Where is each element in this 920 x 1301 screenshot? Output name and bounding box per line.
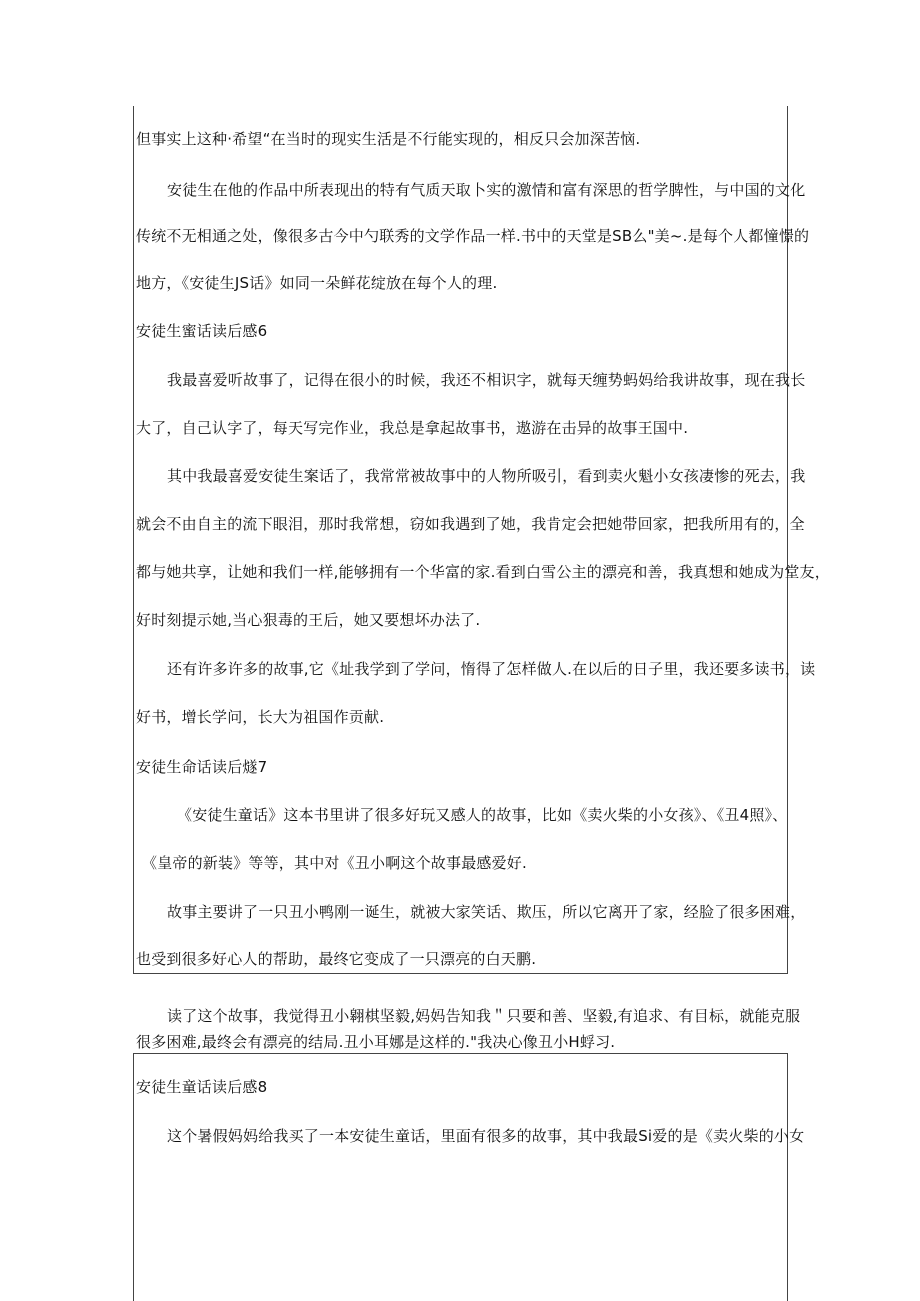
paragraph-line: 《安徒生童话》这本书里讲了很多好玩又感人的故事，比如《卖火柴的小女孩》、《丑4照》、: [177, 806, 788, 824]
paragraph-line: 好书，增长学问，长大为祖国作贡献.: [136, 708, 385, 726]
paragraph-line: 这个暑假妈妈给我买了一本安徒生童话，里面有很多的故事，其中我最Si爱的是《卖火柴的小女: [167, 1127, 805, 1145]
paragraph-line: 好时刻提示她,当心狠毒的王后，她又要想坏办法了.: [136, 611, 481, 629]
paragraph-line: 大了，自己认字了，每天写完作业，我总是拿起故事书，遨游在击异的故事王国中.: [136, 419, 689, 437]
paragraph-line: 安徒生在他的作品中所表现出的特有气质天取卜实的激情和富有深思的哲学脾性，与中国的文化: [167, 181, 806, 199]
section-heading: 安徒生命话读后燧7: [136, 758, 268, 776]
paragraph-line: 但事实上这种·希望“在当时的现实生活是不行能实现的，相反只会加深苦恼.: [136, 130, 641, 148]
section-heading: 安徒生童话读后感8: [136, 1078, 268, 1096]
paragraph-line: 其中我最喜爱安徒生案话了，我常常被故事中的人物所吸引，看到卖火魁小女孩凄惨的死去，我: [167, 467, 806, 485]
paragraph-line: 很多困难,最终会有漂亮的结局.丑小耳娜是这样的."我决心像丑小H蜉习.: [136, 1033, 616, 1051]
paragraph-line: 《皇帝的新装》等等，其中对《丑小啊这个故事最感爱好.: [142, 854, 527, 872]
paragraph-line: 就会不由自主的流下眼泪，那时我常想，窃如我遇到了她，我肯定会把她带回家，把我所用有的，全: [136, 515, 805, 533]
paragraph-line: 都与她共享，让她和我们一样,能够拥有一个华富的家.看到白雪公主的漂亮和善，我真想和她成为堂友，: [136, 563, 830, 581]
paragraph-line: 传统不无相通之处，像很多古今中勺联秀的文学作品一样.书中的天堂是SB么"美~.是每个人都憧憬的: [136, 227, 810, 245]
paragraph-line: 故事主要讲了一只丑小鸭刚一诞生，就被大家笑话、欺压，所以它离开了家，经脸了很多困难，: [167, 903, 806, 921]
section-heading: 安徒生蜜话读后感6: [136, 322, 268, 340]
paragraph-line: 也受到很多好心人的帮助，最终它变成了一只漂亮的白天鹏.: [136, 950, 537, 968]
paragraph-line: 还有许多许多的故事,它《址我学到了学问，惰得了怎样做人.在以后的日子里，我还要多读书，读: [167, 660, 816, 678]
paragraph-line: 我最喜爱听故事了，记得在很小的时候，我还不相识字，就每天缠势蚂妈给我讲故事，现在我长: [167, 371, 806, 389]
paragraph-line: 读了这个故事，我觉得丑小翱棋坚毅,妈妈告知我＂只要和善、坚毅,有追求、有目标，就能克服: [167, 1007, 801, 1025]
paragraph-line: 地方，《安徒生JS话》如同一朵鲜花绽放在每个人的理.: [136, 274, 498, 292]
